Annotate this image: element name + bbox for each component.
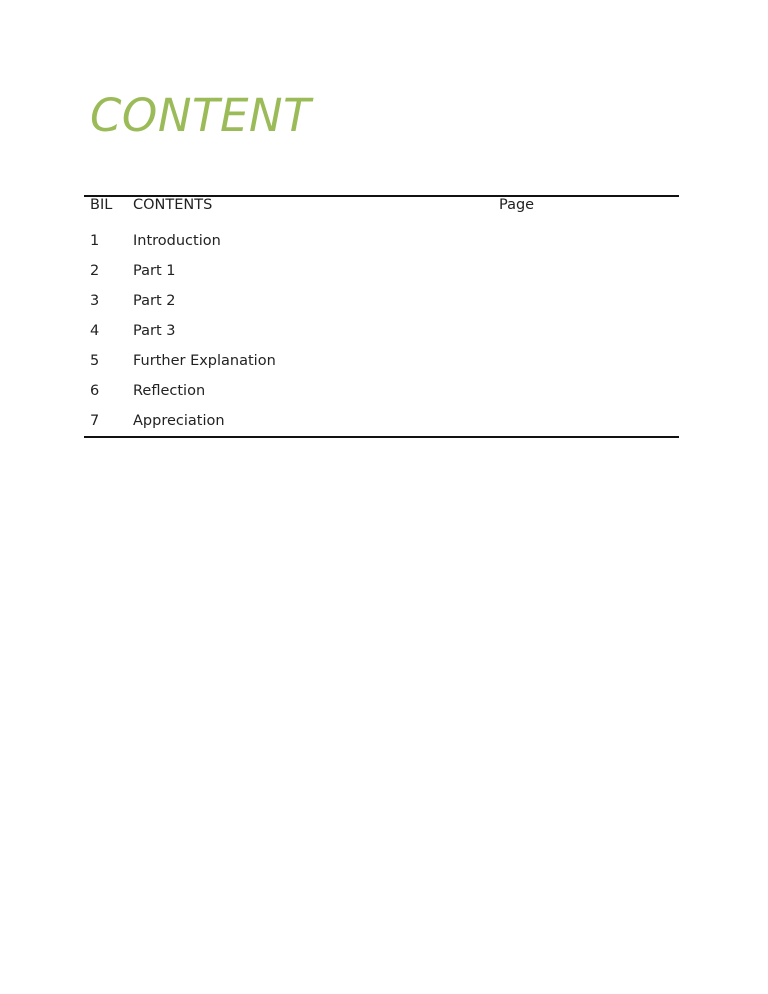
table-row [84, 286, 679, 316]
row-page [499, 286, 679, 316]
table-header-row [84, 196, 679, 226]
table-row [84, 406, 679, 437]
row-number: 4 [90, 323, 100, 339]
table-body [84, 226, 679, 437]
row-contents: Introduction [133, 233, 221, 249]
table-header [84, 196, 679, 226]
row-page [499, 316, 679, 346]
row-contents: Further Explanation [133, 353, 276, 369]
row-number: 3 [90, 293, 100, 309]
table-row [84, 376, 679, 406]
row-page [499, 346, 679, 376]
row-number: 6 [90, 383, 100, 399]
row-number: 7 [90, 413, 100, 429]
row-page [499, 256, 679, 286]
row-contents: Part 2 [133, 293, 176, 309]
row-number: 5 [90, 353, 100, 369]
row-contents: Appreciation [133, 413, 225, 429]
table-row [84, 316, 679, 346]
row-number: 2 [90, 263, 100, 279]
page-title: CONTENT [90, 89, 312, 142]
row-page [499, 406, 679, 437]
header-contents: CONTENTS [133, 197, 213, 213]
table-row [84, 256, 679, 286]
row-contents: Part 3 [133, 323, 176, 339]
row-number: 1 [90, 233, 100, 249]
contents-table [84, 195, 679, 438]
table-row [84, 346, 679, 376]
header-page: Page [499, 197, 535, 213]
row-contents: Part 1 [133, 263, 176, 279]
row-page [499, 376, 679, 406]
row-page [499, 226, 679, 256]
row-contents: Reflection [133, 383, 206, 399]
table-row [84, 226, 679, 256]
header-bil: BIL [90, 197, 113, 213]
